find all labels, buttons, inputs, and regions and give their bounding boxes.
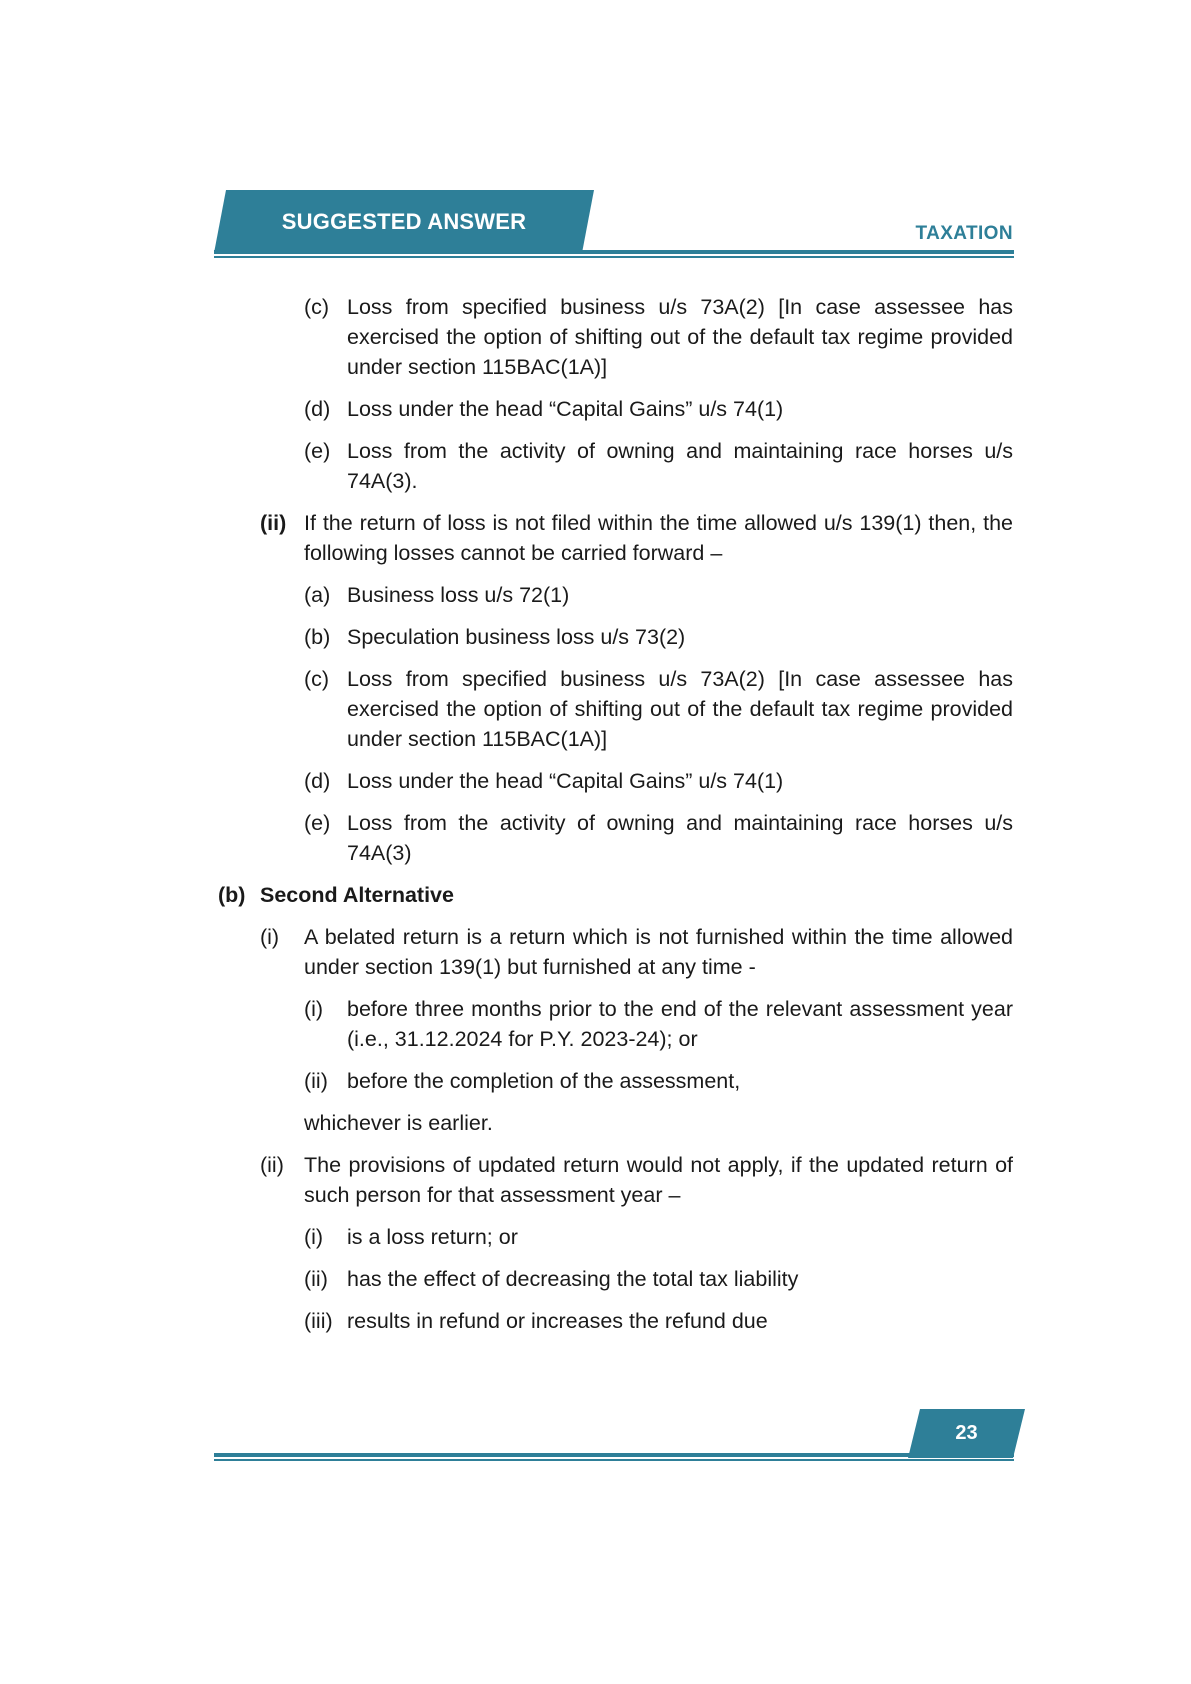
item-label: (d)	[304, 769, 331, 793]
list-item	[218, 580, 1013, 610]
point-text: A belated return is a return which is not furnished within the time allowed under section 139(1) but furnished at any time -	[304, 925, 1013, 979]
item-text: Loss from the activity of owning and maintaining race horses u/s 74A(3)	[347, 811, 1013, 865]
section-heading	[218, 880, 1013, 910]
point-label: (ii)	[260, 511, 287, 535]
item-label: (a)	[304, 583, 331, 607]
item-label: (i)	[304, 1225, 324, 1249]
item-text: Loss under the head “Capital Gains” u/s 74(1)	[347, 397, 784, 421]
item-text: Loss under the head “Capital Gains” u/s 74(1)	[347, 769, 784, 793]
item-text: has the effect of decreasing the total tax liability	[347, 1267, 799, 1291]
section-title: Second Alternative	[260, 883, 454, 907]
list-item	[218, 622, 1013, 652]
list-item	[218, 994, 1013, 1054]
item-text: Loss from specified business u/s 73A(2) [In case assessee has exercised the option of shifting out of the default tax regime provided under section 115BAC(1A)]	[347, 295, 1013, 379]
page-number: 23	[955, 1422, 978, 1444]
footer-rule-thin	[214, 1459, 1014, 1461]
list-item	[218, 808, 1013, 868]
item-label: (e)	[304, 811, 331, 835]
subject-title: TAXATION	[915, 223, 1013, 244]
item-label: (iii)	[304, 1309, 333, 1333]
list-item	[218, 1306, 1013, 1336]
item-text: before the completion of the assessment,	[347, 1069, 741, 1093]
point-label: (ii)	[260, 1153, 284, 1177]
list-item	[218, 292, 1013, 382]
point-text: The provisions of updated return would not apply, if the updated return of such person for that assessment year –	[304, 1153, 1013, 1207]
item-text: is a loss return; or	[347, 1225, 518, 1249]
section-label: (b)	[218, 883, 246, 907]
item-label: (e)	[304, 439, 331, 463]
item-text: Business loss u/s 72(1)	[347, 583, 570, 607]
point-label: (i)	[260, 925, 280, 949]
item-text: before three months prior to the end of the relevant assessment year (i.e., 31.12.2024 for P.Y. 2023-24); or	[347, 997, 1013, 1051]
item-text: Loss from the activity of owning and maintaining race horses u/s 74A(3).	[347, 439, 1013, 493]
item-label: (c)	[304, 667, 330, 691]
point-ii	[218, 508, 1013, 568]
list-item	[218, 436, 1013, 496]
item-label: (i)	[304, 997, 324, 1021]
point-ii	[218, 1150, 1013, 1210]
item-text: Speculation business loss u/s 73(2)	[347, 625, 686, 649]
item-label: (ii)	[304, 1069, 328, 1093]
list-item	[218, 394, 1013, 424]
list-item	[218, 766, 1013, 796]
header-rule	[214, 250, 1014, 254]
page-content	[218, 292, 1013, 1348]
item-label: (c)	[304, 295, 330, 319]
list-item	[218, 1222, 1013, 1252]
list-item	[218, 1264, 1013, 1294]
point-text: If the return of loss is not filed within the time allowed u/s 139(1) then, the following losses cannot be carried forward –	[304, 511, 1013, 565]
closing-text: whichever is earlier.	[304, 1111, 493, 1135]
footer-rule	[214, 1453, 1014, 1457]
item-label: (ii)	[304, 1267, 328, 1291]
point-i	[218, 922, 1013, 982]
header-tab-label: SUGGESTED ANSWER	[281, 208, 527, 234]
item-text: results in refund or increases the refund due	[347, 1309, 768, 1333]
item-text: Loss from specified business u/s 73A(2) [In case assessee has exercised the option of shifting out of the default tax regime provided under section 115BAC(1A)]	[347, 667, 1013, 751]
item-label: (d)	[304, 397, 331, 421]
list-item	[218, 1066, 1013, 1096]
header-rule-thin	[214, 256, 1014, 258]
list-item	[218, 664, 1013, 754]
item-label: (b)	[304, 625, 331, 649]
